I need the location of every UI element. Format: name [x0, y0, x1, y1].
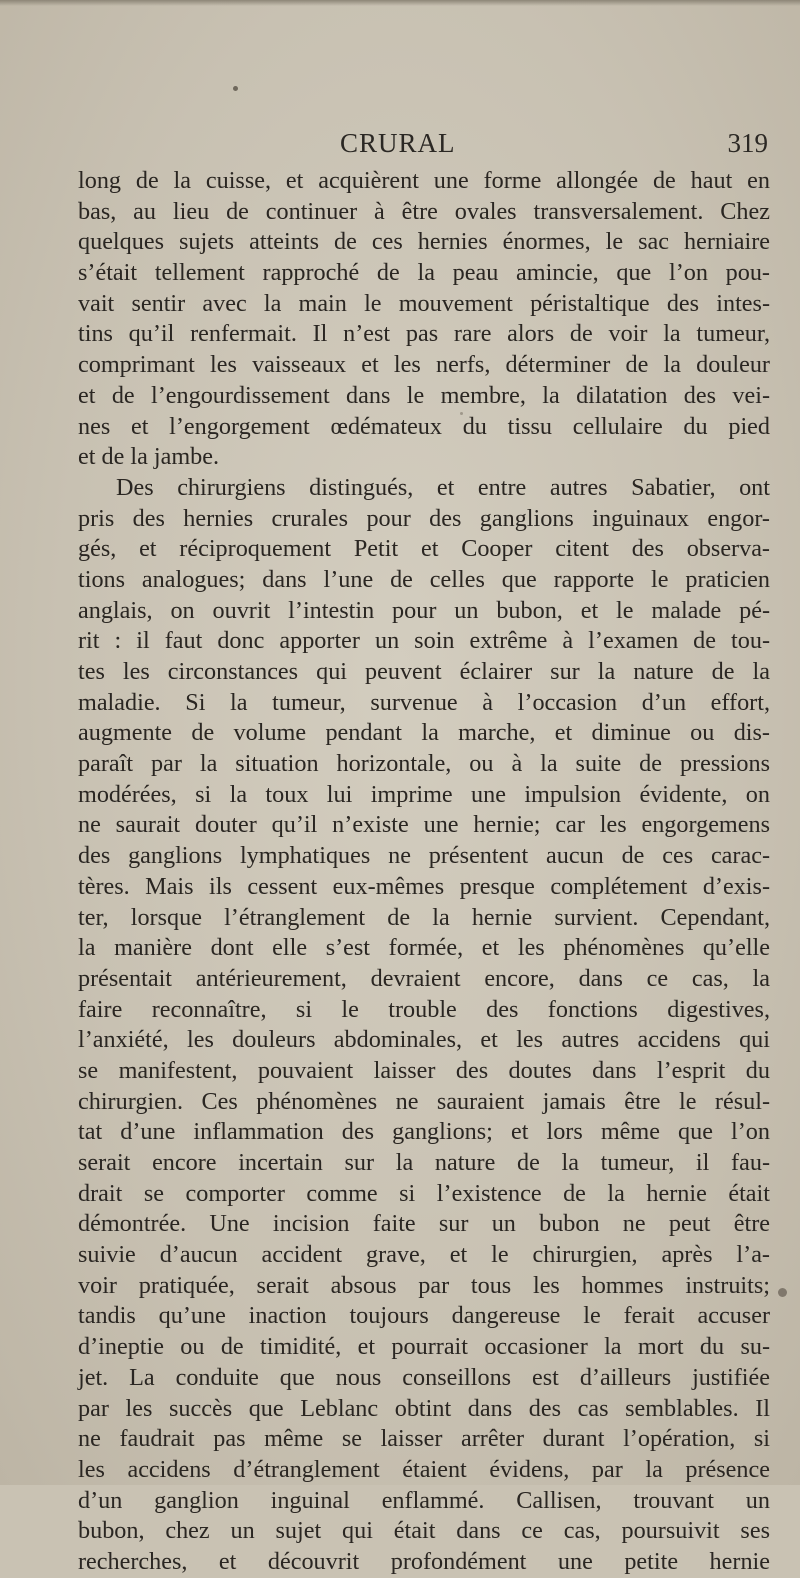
text-line: ter, lorsque l’étranglement de la hernie survient. Cependant,: [78, 903, 770, 931]
text-line: Des chirurgiens distingués, et entre autres Sabatier, ont: [116, 473, 770, 501]
running-head-title: CRURAL: [340, 128, 456, 158]
text-line: drait se comporter comme si l’existence de la hernie était: [78, 1179, 770, 1207]
text-line: paraît par la situation horizontale, ou à la suite de pressions: [78, 750, 770, 778]
text-line: tins qu’il renfermait. Il n’est pas rare alors de voir la tumeur,: [78, 320, 770, 348]
text-line: rit : il faut donc apporter un soin extrême à l’examen de tou-: [78, 627, 770, 655]
text-line: anglais, on ouvrit l’intestin pour un bubon, et le malade pé-: [78, 596, 770, 624]
paper-speck: [233, 86, 238, 91]
page-top-edge: [0, 0, 800, 6]
text-line: bubon, chez un sujet qui était dans ce cas, poursuivit ses: [78, 1517, 770, 1545]
text-line: nes et l’engorgement œdémateux du tissu cellulaire du pied: [78, 412, 770, 440]
text-line: pris des hernies crurales pour des ganglions inguinaux engor-: [78, 504, 770, 532]
text-line: l’anxiété, les douleurs abdominales, et les autres accidens qui: [78, 1026, 770, 1054]
text-line: modérées, si la toux lui imprime une impulsion évidente, on: [78, 780, 770, 808]
body-text: [78, 166, 770, 1578]
page-number: 319: [727, 128, 768, 158]
text-line: des ganglions lymphatiques ne présentent aucun de ces carac-: [78, 842, 770, 870]
running-head: [78, 128, 768, 168]
text-line: augmente de volume pendant la marche, et diminue ou dis-: [78, 719, 770, 747]
text-line: suivie d’aucun accident grave, et le chirurgien, après l’a-: [78, 1241, 770, 1269]
text-line: serait encore incertain sur la nature de la tumeur, il fau-: [78, 1149, 770, 1176]
text-line: recherches, et découvrit profondément une petite hernie: [78, 1547, 770, 1575]
text-line: chirurgien. Ces phénomènes ne sauraient jamais être le résul-: [78, 1087, 770, 1115]
text-line: la manière dont elle s’est formée, et les phénomènes qu’elle: [78, 934, 770, 962]
text-line: maladie. Si la tumeur, survenue à l’occasion d’un effort,: [78, 688, 770, 716]
text-line: les accidens d’étranglement étaient évidens, par la présence: [78, 1455, 770, 1483]
text-line: ne saurait douter qu’il n’existe une hernie; car les engorgemens: [78, 811, 770, 839]
text-line: présentait antérieurement, devraient encore, dans ce cas, la: [78, 964, 770, 992]
text-line: tes les circonstances qui peuvent éclairer sur la nature de la: [78, 658, 770, 685]
text-line: par les succès que Leblanc obtint dans des cas semblables. Il: [78, 1394, 770, 1422]
text-line: tat d’une inflammation des ganglions; et lors même que l’on: [78, 1118, 770, 1146]
text-line: jet. La conduite que nous conseillons est d’ailleurs justifiée: [78, 1363, 770, 1391]
text-line: et de la jambe.: [78, 443, 220, 471]
text-line: démontrée. Une incision faite sur un bubon ne peut être: [78, 1210, 770, 1238]
text-line: vait sentir avec la main le mouvement péristaltique des intes-: [78, 289, 770, 317]
text-line: s’était tellement rapproché de la peau amincie, que l’on pou-: [78, 259, 770, 287]
text-line: bas, au lieu de continuer à être ovales transversalement. Chez: [78, 197, 770, 225]
text-line: faire reconnaître, si le trouble des fonctions digestives,: [78, 995, 770, 1023]
text-line: et de l’engourdissement dans le membre, la dilatation des vei-: [78, 381, 770, 409]
text-line: gés, et réciproquement Petit et Cooper citent des observa-: [78, 535, 770, 563]
text-line: d’ineptie ou de timidité, et pourrait occasioner la mort du su-: [78, 1333, 770, 1361]
text-line: voir pratiquée, serait absous par tous les hommes instruits;: [78, 1271, 770, 1299]
paper-speck: [778, 1288, 787, 1297]
text-line: quelques sujets atteints de ces hernies énormes, le sac herniaire: [78, 228, 770, 256]
text-line: ne faudrait pas même se laisser arrêter durant l’opération, si: [78, 1425, 770, 1453]
text-line: comprimant les vaisseaux et les nerfs, déterminer de la douleur: [78, 351, 770, 379]
text-line: tions analogues; dans l’une de celles que rapporte le praticien: [78, 565, 770, 593]
text-line: long de la cuisse, et acquièrent une forme allongée de haut en: [78, 167, 770, 194]
text-line: tandis qu’une inaction toujours dangereuse le ferait accuser: [78, 1302, 770, 1330]
text-line: d’un ganglion inguinal enflammé. Callisen, trouvant un: [78, 1486, 770, 1514]
text-line: se manifestent, pouvaient laisser des doutes dans l’esprit du: [78, 1056, 770, 1084]
text-line: tères. Mais ils cessent eux-mêmes presque complétement d’exis-: [78, 872, 770, 900]
